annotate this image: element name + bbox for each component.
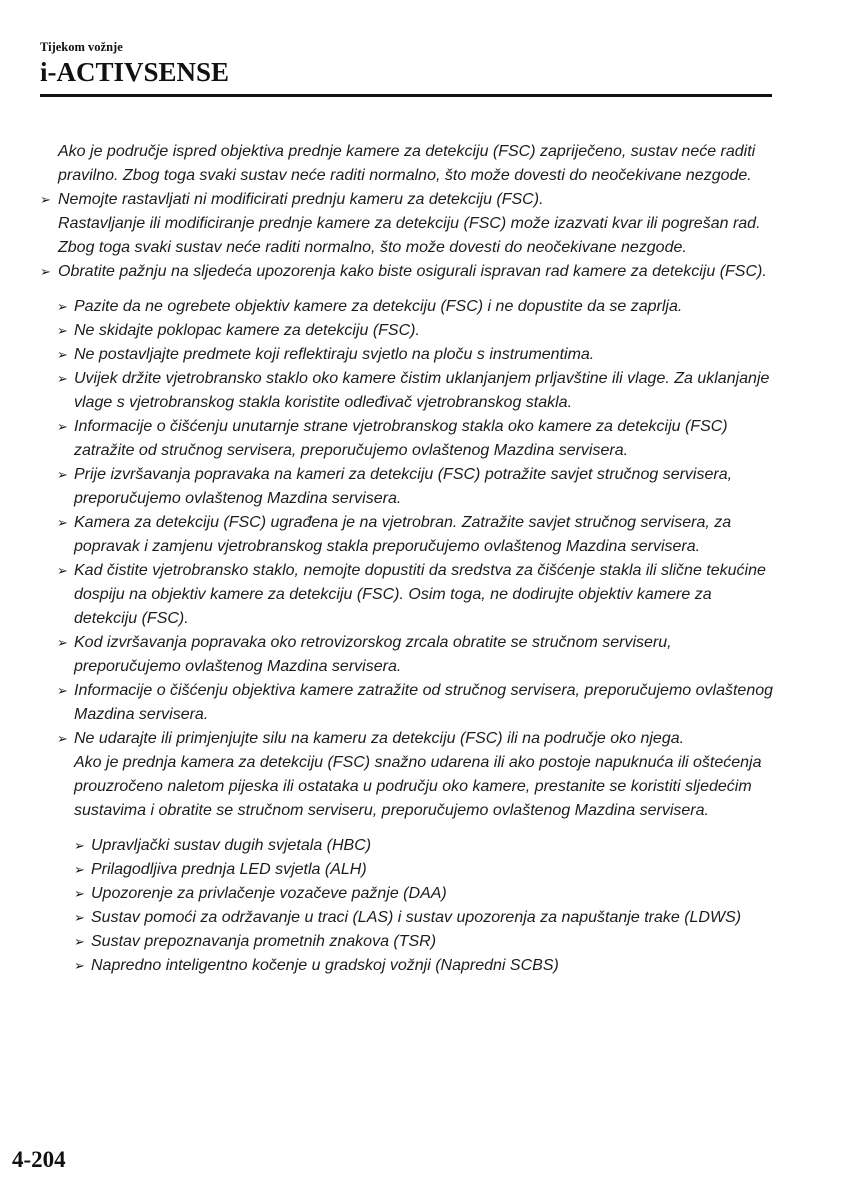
- precaution-item: ➢ Informacije o čišćenju objektiva kamere zatražite od stručnog servisera, preporučujemo ovlaštenog Mazdina servisera.: [40, 679, 775, 727]
- warning-item: ➢ Obratite pažnju na sljedeća upozorenja kako biste osigurali ispravan rad kamere za detekciju (FSC).: [40, 260, 775, 284]
- precaution-item: ➢ Ne udarajte ili primjenjujte silu na kameru za detekciju (FSC) ili na područje oko njega.: [40, 727, 775, 751]
- page-title: i-ACTIVSENSE: [40, 56, 772, 97]
- system-item: ➢ Upravljački sustav dugih svjetala (HBC): [40, 834, 775, 858]
- precaution-item: ➢ Uvijek držite vjetrobransko staklo oko kamere čistim uklanjanjem prljavštine ili vlage. Za uklanjanje vlage s vjetrobranskog stakla koristite odleđivač vjetrobranskog stakla.: [40, 367, 775, 415]
- precaution-item: ➢ Ne postavljajte predmete koji reflektiraju svjetlo na ploču s instrumentima.: [40, 343, 775, 367]
- precaution-item: ➢ Ne skidajte poklopac kamere za detekciju (FSC).: [40, 319, 775, 343]
- system-item: ➢ Sustav pomoći za održavanje u traci (LAS) i sustav upozorenja za napuštanje trake (LDWS): [40, 906, 775, 930]
- warning-item: ➢ Nemojte rastavljati ni modificirati prednju kameru za detekciju (FSC).: [40, 188, 775, 212]
- precaution-item: ➢ Kad čistite vjetrobransko staklo, nemojte dopustiti da sredstva za čišćenje stakla ili slične tekućine dospiju na objektiv kamere za detekciju (FSC). Osim toga, ne dodirujte objektiv kamere za detekciju (FSC).: [40, 559, 775, 631]
- system-item: ➢ Napredno inteligentno kočenje u gradskoj vožnji (Napredni SCBS): [40, 954, 775, 978]
- system-item: ➢ Prilagodljiva prednja LED svjetla (ALH): [40, 858, 775, 882]
- precaution-item: ➢ Prije izvršavanja popravaka na kameri za detekciju (FSC) potražite savjet stručnog servisera, preporučujemo ovlaštenog Mazdina servisera.: [40, 463, 775, 511]
- warning-content: [40, 140, 775, 978]
- page-header: [40, 40, 772, 97]
- precaution-item: ➢ Kamera za detekciju (FSC) ugrađena je na vjetrobran. Zatražite savjet stručnog servisera, za popravak i zamjenu vjetrobranskog stakla preporučujemo ovlaštenog Mazdina servisera.: [40, 511, 775, 559]
- system-item: ➢ Upozorenje za privlačenje vozačeve pažnje (DAA): [40, 882, 775, 906]
- precaution-item: ➢ Informacije o čišćenju unutarnje strane vjetrobranskog stakla oko kamere za detekciju (FSC) zatražite od stručnog servisera, preporučujemo ovlaštenog Mazdina servisera.: [40, 415, 775, 463]
- section-label: Tijekom vožnje: [40, 40, 123, 54]
- warning-detail: Rastavljanje ili modificiranje prednje kamere za detekciju (FSC) može izazvati kvar ili pogrešan rad. Zbog toga svaki sustav neće raditi normalno, što može dovesti do neočekivane nezgode.: [58, 215, 761, 256]
- precaution-item: ➢ Kod izvršavanja popravaka oko retrovizorskog zrcala obratite se stručnom serviseru, preporučujemo ovlaštenog Mazdina servisera.: [40, 631, 775, 679]
- system-item: ➢ Sustav prepoznavanja prometnih znakova (TSR): [40, 930, 775, 954]
- intro-paragraph: Ako je područje ispred objektiva prednje kamere za detekciju (FSC) zapriječeno, sustav neće raditi pravilno. Zbog toga svaki sustav neće raditi normalno, što može dovesti do neočekivane nezgode.: [58, 143, 756, 184]
- impact-detail: Ako je prednja kamera za detekciju (FSC) snažno udarena ili ako postoje napuknuća ili oštećenja prouzročeno naletom pijeska ili ostataka u području oko kamere, prestanite se koristiti sljedećim sustavima i obratite se stručnom serviseru, preporučujemo ovlaštenog Mazdina servisera.: [74, 754, 762, 819]
- precaution-item: ➢ Pazite da ne ogrebete objektiv kamere za detekciju (FSC) i ne dopustite da se zaprlja.: [40, 295, 775, 319]
- page-number: 4-204: [12, 1147, 66, 1172]
